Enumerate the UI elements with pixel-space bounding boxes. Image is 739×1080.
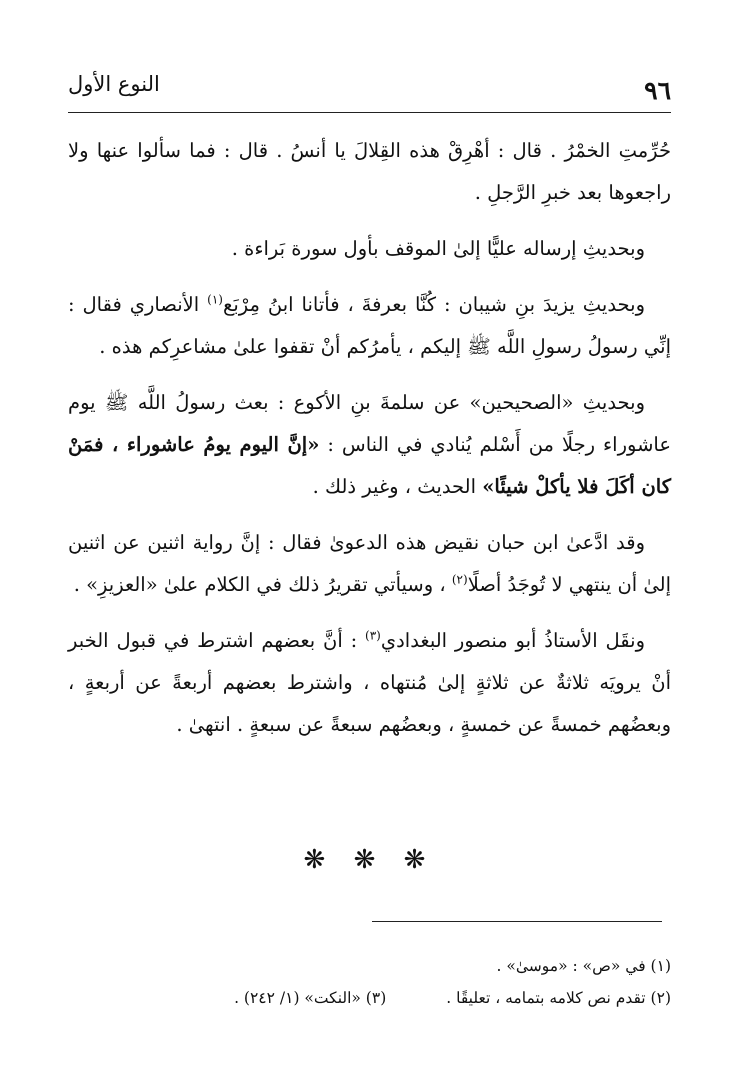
footnote-divider — [372, 921, 662, 922]
paragraph-6-post: : أنَّ بعضهم اشترط في قبول الخبر أنْ يرويَه ثلاثةٌ عن ثلاثةٍ إلىٰ مُنتهاه ، واشترط بعضهم أربعةً عن أربعةٍ ، وبعضُهم خمسةً عن خمسةٍ ، وبعضُهم سبعةً عن سبعةٍ . انتهىٰ . — [68, 629, 671, 736]
paragraph-1-text: حُرِّمتِ الخمْرُ . قال : أهْرِقْ هذه القِلالَ يا أنسُ . قال : فما سألوا عنها ولا راجعوها بعد خبرِ الرَّجلِ . — [68, 139, 671, 204]
paragraph-4-pre: وبحديثِ «الصحيحين» عن سلمةَ بنِ الأكوع : بعث رسولُ اللَّه ﷺ يوم عاشوراء رجلًا من أَسْلم يُنادي في الناس : — [68, 391, 672, 456]
paragraph-4 — [68, 382, 671, 508]
paragraph-4-post: الحديث ، وغير ذلك . — [312, 475, 483, 498]
paragraph-4-bold-quote: «إنَّ اليوم يومُ عاشوراء ، فمَنْ كان أكَلَ فلا يأكلْ شيئًا» — [68, 433, 671, 498]
section-separator: ❋ ❋ ❋ — [303, 845, 436, 875]
page-header — [68, 66, 671, 113]
paragraph-5 — [68, 522, 671, 606]
paragraph-3-pre: وبحديثِ يزيدَ بنِ شيبان : كُنَّا بعرفةَ ، فأتانا ابنُ مِرْبَع — [222, 293, 645, 316]
footnote-1: (١) في «ص» : «موسىٰ» . — [496, 957, 671, 975]
page-number: ٩٦ — [644, 76, 671, 105]
running-title: النوع الأول — [68, 72, 160, 96]
footnote-ref-2: (٢) — [451, 572, 468, 587]
footnote-row — [68, 982, 671, 1014]
paragraph-5-post: ، وسيأتي تقريرُ ذلك في الكلام علىٰ «العزيزِ» . — [73, 573, 452, 596]
paragraph-1 — [68, 130, 671, 214]
main-text — [68, 130, 671, 760]
paragraph-2 — [68, 228, 671, 270]
footnote-2: (٢) تقدم نص كلامه بتمامه ، تعليقًا . — [446, 989, 671, 1007]
footnotes — [68, 950, 671, 1014]
footnote-3: (٣) «النكت» (١/ ٢٤٢) . — [234, 989, 387, 1007]
paragraph-2-text: وبحديثِ إرساله عليًّا إلىٰ الموقف بأول سورة بَراءة . — [231, 237, 645, 260]
paragraph-3 — [68, 284, 671, 368]
paragraph-6 — [68, 620, 671, 746]
paragraph-6-pre: ونقَل الأستاذُ أبو منصور البغدادي — [380, 629, 645, 652]
footnote-ref-1: (١) — [207, 292, 223, 307]
footnote-ref-3: (٣) — [365, 628, 381, 643]
paragraph-3-post: الأنصاري فقال : إنِّي رسولُ رسولِ اللَّه ﷺ إليكم ، يأمرُكم أنْ تقفوا علىٰ مشاعرِكم هذه . — [68, 293, 671, 358]
paragraph-5-pre: وقد ادَّعىٰ ابن حبان نقيض هذه الدعوىٰ فقال : إنَّ رواية اثنين عن اثنين إلىٰ أن ينتهي لا تُوجَدُ أصلًا — [68, 531, 671, 596]
